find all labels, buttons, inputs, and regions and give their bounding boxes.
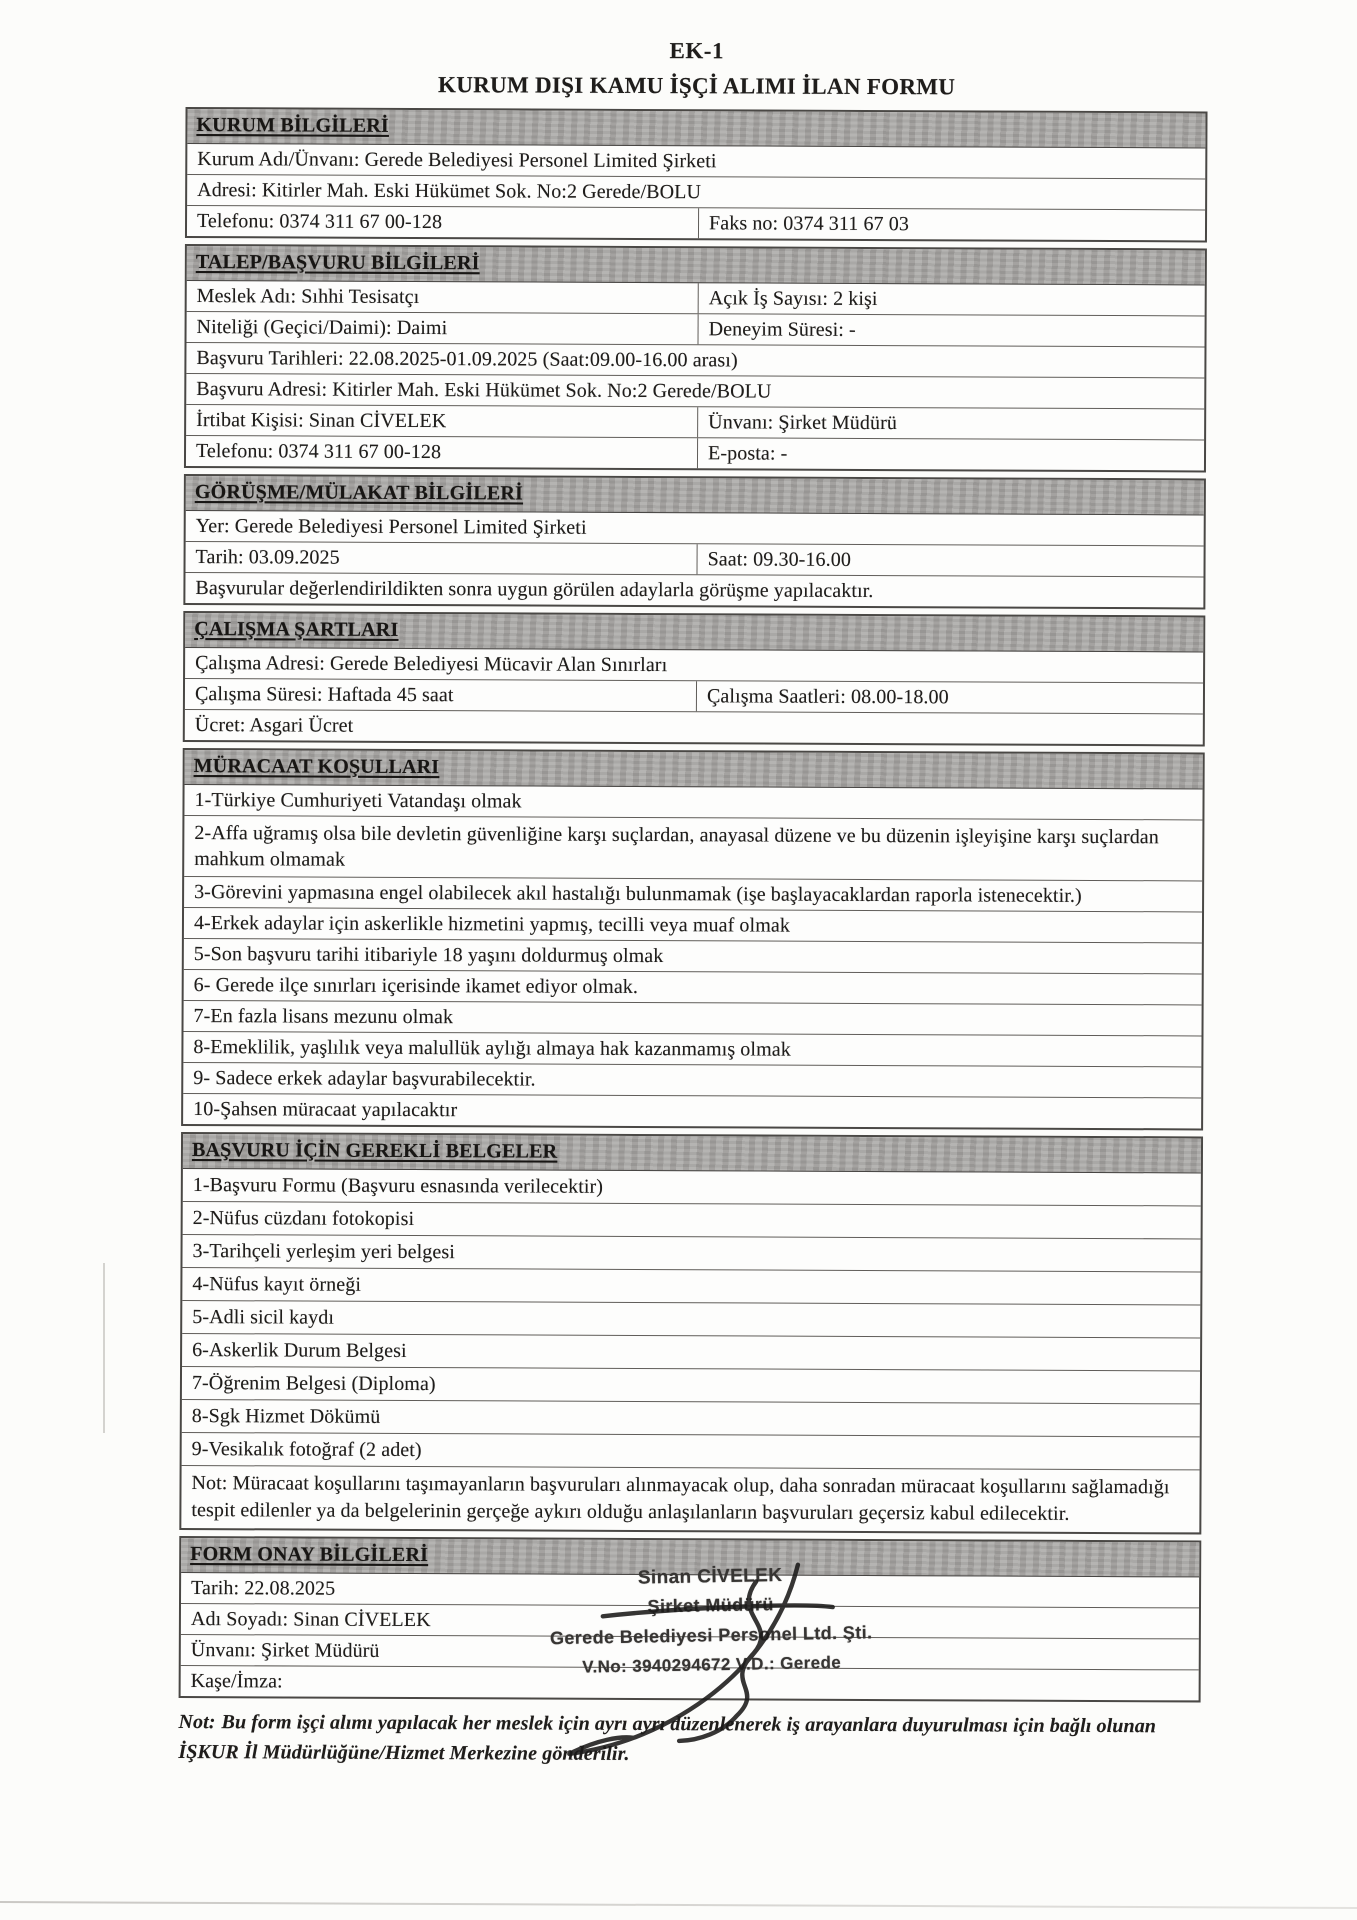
form-cell: Ünvanı: Şirket Müdürü bbox=[708, 411, 898, 435]
form-cell: Tarih: 22.08.2025 bbox=[191, 1577, 336, 1600]
form-row bbox=[187, 174, 1205, 209]
form-cell: Çalışma Süresi: Haftada 45 saat bbox=[185, 679, 697, 711]
form-cell: Çalışma Saatleri: 08.00-18.00 bbox=[706, 685, 949, 709]
form-cell: 8-Emeklilik, yaşlılık veya malullük aylığı almaya hak kazanmamış olmak bbox=[193, 1036, 791, 1061]
section-gorusme-mulakat-bilgileri bbox=[183, 474, 1206, 609]
form-cell: 2-Nüfus cüzdanı fotokopisi bbox=[192, 1207, 415, 1231]
form-row bbox=[184, 907, 1202, 942]
stamp-line-company: Gerede Belediyesi Personel Ltd. Şti. bbox=[549, 1622, 873, 1649]
section-calisma-sartlari bbox=[183, 611, 1206, 746]
form-row bbox=[186, 404, 1204, 439]
form-row bbox=[184, 876, 1202, 911]
form-row bbox=[184, 938, 1202, 973]
footer-note-label: Not: bbox=[178, 1710, 216, 1734]
form-row bbox=[187, 144, 1205, 178]
form-row bbox=[187, 311, 1205, 346]
form-row bbox=[182, 1234, 1200, 1271]
form-cell: 6- Gerede ilçe sınırları içerisinde ikamet ediyor olmak. bbox=[193, 974, 639, 998]
form-cell: 2-Affa uğramış olsa bile devletin güvenliğine karşı suçlardan, anayasal düzene ve bu düzenin işleyişine karşı suçlardan mahkum olmamak bbox=[194, 822, 1159, 871]
form-cell: 9-Vesikalık fotoğraf (2 adet) bbox=[191, 1438, 422, 1462]
form-row bbox=[181, 1634, 1199, 1669]
form-row bbox=[181, 1465, 1199, 1532]
form-row bbox=[184, 785, 1202, 819]
form-row bbox=[183, 1093, 1201, 1128]
form-row bbox=[186, 511, 1204, 545]
form-row bbox=[182, 1267, 1200, 1304]
form-cell: E-posta: - bbox=[708, 442, 788, 465]
section-header-label: ÇALIŞMA ŞARTLARI bbox=[194, 618, 399, 641]
form-row bbox=[181, 1603, 1199, 1638]
form-row bbox=[181, 1665, 1199, 1700]
form-row bbox=[187, 205, 1205, 240]
section-header-label: BAŞVURU İÇİN GEREKLİ BELGELER bbox=[191, 1139, 558, 1163]
form-row bbox=[185, 678, 1203, 713]
form-row bbox=[184, 969, 1202, 1004]
form-row bbox=[182, 1399, 1200, 1436]
section-header-label: KURUM BİLGİLERİ bbox=[196, 114, 389, 137]
form-cell: Başvuru Adresi: Kitirler Mah. Eski Hükümet Sok. No:2 Gerede/BOLU bbox=[196, 378, 772, 403]
form-table bbox=[179, 107, 1208, 1702]
form-cell: 3-Tarihçeli yerleşim yeri belgesi bbox=[192, 1240, 455, 1264]
form-cell: Telefonu: 0374 311 67 00-128 bbox=[186, 436, 698, 468]
form-cell: 7-Öğrenim Belgesi (Diploma) bbox=[191, 1372, 436, 1396]
form-cell: Faks no: 0374 311 67 03 bbox=[709, 212, 910, 236]
form-cell: Başvurular değerlendirildikten sonra uygun görülen adaylarla görüşme yapılacaktır. bbox=[195, 577, 874, 603]
scan-artifact-vertical-line bbox=[103, 1263, 105, 1433]
stamp-line-name: Sinan CİVELEK bbox=[637, 1564, 783, 1589]
form-cell: 4-Nüfus kayıt örneği bbox=[192, 1273, 362, 1296]
footer-note bbox=[178, 1707, 1208, 1771]
section-muracaat-kosullari bbox=[181, 748, 1205, 1130]
section-header bbox=[185, 750, 1203, 789]
section-kurum-bilgileri bbox=[185, 107, 1208, 242]
footer-note-text: Bu form işçi alımı yapılacak her meslek için ayrı ayrı düzenlenerek iş arayanlara duyurulması için bağlı olunan İŞKUR İl Müdürlüğüne/Hizmet Merkezine gönderilir. bbox=[178, 1711, 1157, 1765]
section-header bbox=[181, 1538, 1199, 1577]
form-row bbox=[186, 342, 1204, 377]
section-header-label: MÜRACAAT KOŞULLARI bbox=[193, 755, 440, 779]
form-cell: Adı Soyadı: Sinan CİVELEK bbox=[190, 1608, 431, 1632]
section-header bbox=[186, 476, 1204, 515]
form-row bbox=[183, 1062, 1201, 1097]
stamp-line-title: Şirket Müdürü bbox=[647, 1594, 774, 1617]
doc-ref: EK-1 bbox=[669, 38, 725, 64]
form-cell: 6-Askerlik Durum Belgesi bbox=[192, 1339, 407, 1362]
form-row bbox=[181, 1573, 1199, 1607]
form-row bbox=[182, 1300, 1200, 1337]
section-header bbox=[183, 1134, 1201, 1173]
form-row bbox=[187, 281, 1205, 315]
form-cell: İrtibat Kişisi: Sinan CİVELEK bbox=[186, 405, 698, 437]
form-cell: 1-Türkiye Cumhuriyeti Vatandaşı olmak bbox=[194, 789, 522, 813]
form-cell: Çalışma Adresi: Gerede Belediyesi Mücavir Alan Sınırları bbox=[195, 652, 668, 677]
form-row bbox=[183, 1031, 1201, 1066]
form-row bbox=[186, 435, 1204, 470]
form-row bbox=[185, 572, 1203, 607]
form-cell: 5-Adli sicil kaydı bbox=[192, 1306, 335, 1329]
section-header bbox=[187, 246, 1205, 285]
form-cell: Meslek Adı: Sıhhi Tesisatçı bbox=[187, 281, 699, 313]
stamp-line-taxno: V.No: 3940294672 V.D.: Gerede bbox=[582, 1652, 842, 1677]
form-cell: Tarih: 03.09.2025 bbox=[186, 542, 698, 574]
section-talep-basvuru-bilgileri bbox=[184, 244, 1207, 472]
form-cell: Niteliği (Geçici/Daimi): Daimi bbox=[187, 312, 699, 344]
page-title: KURUM DIŞI KAMU İŞÇİ ALIMI İLAN FORMU bbox=[438, 72, 956, 100]
form-row bbox=[183, 1169, 1201, 1205]
section-header-label: TALEP/BAŞVURU BİLGİLERİ bbox=[195, 251, 480, 275]
form-content bbox=[178, 0, 1208, 1771]
form-cell: Adresi: Kitirler Mah. Eski Hükümet Sok. No:2 Gerede/BOLU bbox=[197, 179, 702, 204]
form-cell: 10-Şahsen müracaat yapılacaktır bbox=[193, 1098, 458, 1122]
form-cell: Açık İş Sayısı: 2 kişi bbox=[708, 287, 878, 311]
form-cell: Ünvanı: Şirket Müdürü bbox=[190, 1639, 380, 1662]
form-cell: Saat: 09.30-16.00 bbox=[707, 548, 852, 571]
form-cell: 5-Son başvuru tarihi itibariyle 18 yaşını doldurmuş olmak bbox=[193, 943, 664, 968]
form-row bbox=[183, 1201, 1201, 1238]
form-row bbox=[182, 1333, 1200, 1370]
form-cell: Yer: Gerede Belediyesi Personel Limited Şirketi bbox=[195, 515, 587, 539]
section-header-label: FORM ONAY BİLGİLERİ bbox=[190, 1543, 429, 1567]
form-cell: 1-Başvuru Formu (Başvuru esnasında verilecektir) bbox=[192, 1174, 604, 1198]
form-row bbox=[184, 815, 1202, 880]
form-cell: Not: Müracaat koşullarını taşımayanların başvuruları alınmayacak olup, daha sonradan müracaat koşullarını sağlamadığı tespit edilenler ya da belgelerinin gerçeğe aykırı olduğu anlaşılanların başvuruları geçersiz kabul edilecektir. bbox=[191, 1472, 1170, 1525]
section-header bbox=[185, 613, 1203, 652]
form-cell: 7-En fazla lisans mezunu olmak bbox=[193, 1005, 454, 1029]
form-cell: Kurum Adı/Ünvanı: Gerede Belediyesi Personel Limited Şirketi bbox=[197, 148, 717, 173]
form-cell: 9- Sadece erkek adaylar başvurabilecektir. bbox=[193, 1067, 536, 1091]
form-row bbox=[182, 1366, 1200, 1403]
form-row bbox=[182, 1432, 1200, 1469]
form-cell: Deneyim Süresi: - bbox=[708, 318, 856, 341]
form-row bbox=[186, 541, 1204, 576]
section-header-label: GÖRÜŞME/MÜLAKAT BİLGİLERİ bbox=[194, 481, 524, 505]
form-cell: 4-Erkek adaylar için askerlikle hizmetini yapmış, tecilli veya muaf olmak bbox=[193, 912, 790, 937]
form-cell: Ücret: Asgari Ücret bbox=[194, 714, 354, 737]
form-row bbox=[185, 709, 1203, 744]
form-cell: Telefonu: 0374 311 67 00-128 bbox=[187, 206, 699, 238]
section-form-onay-bilgileri bbox=[179, 1536, 1202, 1702]
form-cell: 3-Görevini yapmasına engel olabilecek akıl hastalığı bulunmamak (işe başlayacaklardan raporla istenecektir.) bbox=[194, 881, 1082, 907]
form-row bbox=[186, 373, 1204, 408]
form-cell: Kaşe/İmza: bbox=[190, 1670, 283, 1693]
scan-artifact-bottom-line bbox=[0, 1901, 1357, 1909]
form-row bbox=[184, 1000, 1202, 1035]
form-cell: 8-Sgk Hizmet Dökümü bbox=[191, 1405, 381, 1428]
form-cell: Başvuru Tarihleri: 22.08.2025-01.09.2025 (Saat:09.00-16.00 arası) bbox=[196, 347, 738, 372]
section-basvuru-icin-gerekli-belgeler bbox=[179, 1132, 1203, 1534]
form-row bbox=[185, 648, 1203, 682]
section-header bbox=[187, 109, 1205, 148]
